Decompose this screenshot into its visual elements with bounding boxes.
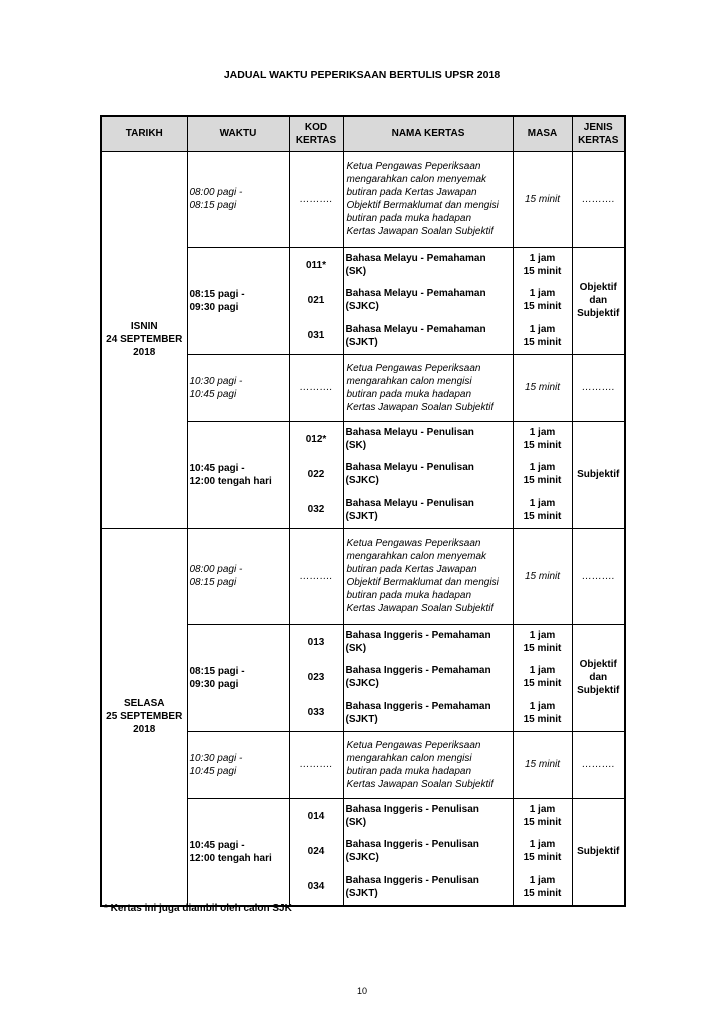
jenis-line: Objektif [579,659,617,670]
paper-subject: Bahasa Melayu - Pemahaman [345,288,486,300]
time-cell [187,731,289,798]
kod-cell: ………. [289,354,343,421]
paper-school-type: (SJKC) [345,852,379,864]
paper-code: 024 [307,845,325,857]
jenis-line: Subjektif [577,685,620,696]
paper-school-type: (SK) [345,817,367,829]
jenis-cell: ………. [572,354,625,421]
date-cell [101,151,187,528]
instruction-cell [343,528,513,624]
paper-duration [514,838,572,864]
masa-cell [513,798,572,906]
paper-name [344,803,513,829]
instruction-line: mengarahkan calon menyemak [346,174,487,185]
nama-cell [343,247,513,354]
instruction-cell [343,354,513,421]
page-number: 10 [356,986,367,996]
paper-duration [514,497,572,523]
time-cell [187,798,289,906]
time-cell [187,247,289,354]
paper-duration [514,874,572,900]
duration-hours: 1 jam [529,630,556,642]
date-cell [101,528,187,906]
paper-code: 012* [305,433,327,445]
duration-minutes: 15 minit [523,713,562,725]
date-date: 24 SEPTEMBER [106,334,183,345]
paper-school-type: (SK) [345,266,367,278]
time-cell [187,421,289,528]
duration-minutes: 15 minit [523,510,562,522]
paper-duration [514,629,572,655]
kod-cell: ………. [289,528,343,624]
instruction-line: Ketua Pengawas Peperiksaan [346,739,481,751]
duration-minutes: 15 minit [523,475,562,487]
time-start: 08:15 pagi - [189,665,245,677]
paper-school-type: (SJKT) [345,887,378,899]
paper-name [344,287,513,313]
time-start: 10:30 pagi - [189,375,243,387]
date-date: 25 SEPTEMBER [106,711,183,722]
time-end: 09:30 pagi [189,678,239,690]
jenis-cell: ………. [572,528,625,624]
paper-code: 021 [307,294,325,306]
jenis-cell [572,247,625,354]
instruction-line: mengarahkan calon mengisi [346,752,472,764]
time-end: 08:15 pagi [189,200,237,211]
date-year: 2018 [133,347,156,358]
duration-minutes: 15 minit [523,852,562,864]
header-jenis-kertas [572,116,625,151]
paper-subject: Bahasa Inggeris - Pemahaman [345,665,491,677]
paper-code: 013 [307,636,325,648]
header-masa: MASA [513,116,572,151]
duration-minutes: 15 minit [523,266,562,278]
paper-code: 011* [305,259,327,271]
instruction-cell [343,731,513,798]
time-cell [187,354,289,421]
duration-hours: 1 jam [529,665,556,677]
time-start: 10:45 pagi - [189,462,245,474]
time-start: 10:30 pagi - [189,752,243,764]
instruction-line: Ketua Pengawas Peperiksaan [346,161,481,172]
duration-hours: 1 jam [529,462,556,474]
jenis-cell: Subjektif [572,421,625,528]
paper-name [344,664,513,690]
instruction-line: butiran pada Kertas Jawapan [346,564,477,575]
time-end: 10:45 pagi [189,765,237,777]
paper-duration [514,700,572,726]
paper-name [344,874,513,900]
header-jenis-line2: KERTAS [578,134,619,146]
paper-name [344,426,513,452]
paper-school-type: (SJKT) [345,510,378,522]
duration-hours: 1 jam [529,427,556,439]
nama-cell [343,624,513,731]
masa-cell [513,421,572,528]
time-start: 08:15 pagi - [189,288,245,300]
paper-school-type: (SK) [345,440,367,452]
paper-duration [514,664,572,690]
jenis-line: Objektif [579,282,617,293]
masa-cell: 15 minit [513,354,572,421]
time-cell [187,151,289,247]
time-end: 10:45 pagi [189,388,237,400]
paper-name [344,323,513,349]
paper-subject: Bahasa Inggeris - Penulisan [345,874,479,886]
instruction-cell [343,151,513,247]
header-tarikh: TARIKH [101,116,187,151]
paper-code: 014 [307,810,325,822]
masa-cell [513,247,572,354]
paper-code: 023 [307,671,325,683]
table-row [101,151,625,247]
time-end: 09:30 pagi [189,301,239,313]
duration-minutes: 15 minit [523,643,562,655]
header-nama-kertas: NAMA KERTAS [343,116,513,151]
date-day: SELASA [123,698,165,709]
jenis-cell [572,624,625,731]
paper-name [344,838,513,864]
jenis-line: dan [589,295,608,306]
kod-cell [289,247,343,354]
paper-name [344,497,513,523]
instruction-line: Kertas Jawapan Soalan Subjektif [346,603,494,614]
paper-name [344,252,513,278]
paper-code: 033 [307,707,325,719]
instruction-line: butiran pada Kertas Jawapan [346,187,477,198]
paper-school-type: (SJKC) [345,301,379,313]
time-cell [187,624,289,731]
instruction-line: butiran pada muka hadapan [346,765,472,777]
duration-hours: 1 jam [529,700,556,712]
duration-minutes: 15 minit [523,440,562,452]
duration-hours: 1 jam [529,323,556,335]
time-end: 12:00 tengah hari [189,475,272,487]
instruction-line: mengarahkan calon menyemak [346,551,487,562]
duration-hours: 1 jam [529,874,556,886]
paper-school-type: (SJKC) [345,678,379,690]
time-cell [187,528,289,624]
paper-duration [514,426,572,452]
duration-minutes: 15 minit [523,887,562,899]
header-kod-line1: KOD [304,121,328,133]
paper-duration [514,803,572,829]
time-start: 08:00 pagi - [189,564,243,575]
masa-cell: 15 minit [513,151,572,247]
instruction-line: Objektif Bermaklumat dan mengisi [346,200,499,211]
jenis-line: Subjektif [577,308,620,319]
paper-subject: Bahasa Inggeris - Penulisan [345,839,479,851]
paper-name [344,629,513,655]
duration-minutes: 15 minit [523,301,562,313]
kod-cell: ………. [289,731,343,798]
instruction-line: Ketua Pengawas Peperiksaan [346,362,481,374]
paper-subject: Bahasa Inggeris - Pemahaman [345,700,491,712]
paper-subject: Bahasa Melayu - Pemahaman [345,253,486,265]
masa-cell: 15 minit [513,528,572,624]
time-end: 12:00 tengah hari [189,852,272,864]
paper-subject: Bahasa Melayu - Penulisan [345,427,474,439]
jenis-cell: Subjektif [572,798,625,906]
time-start: 08:00 pagi - [189,187,243,198]
header-kod-kertas [289,116,343,151]
paper-duration [514,461,572,487]
duration-hours: 1 jam [529,288,556,300]
jenis-line: dan [589,672,608,683]
duration-hours: 1 jam [529,839,556,851]
masa-cell: 15 minit [513,731,572,798]
paper-subject: Bahasa Inggeris - Pemahaman [345,630,491,642]
date-year: 2018 [133,724,156,735]
paper-duration [514,323,572,349]
paper-name [344,461,513,487]
nama-cell [343,421,513,528]
paper-name [344,700,513,726]
duration-hours: 1 jam [529,253,556,265]
instruction-line: Kertas Jawapan Soalan Subjektif [346,401,494,413]
paper-school-type: (SJKC) [345,475,379,487]
paper-code: 022 [307,468,325,480]
duration-minutes: 15 minit [523,678,562,690]
paper-code: 032 [307,504,325,516]
paper-duration [514,252,572,278]
header-waktu: WAKTU [187,116,289,151]
paper-school-type: (SK) [345,643,367,655]
jenis-cell: ………. [572,731,625,798]
instruction-line: butiran pada muka hadapan [346,388,472,400]
kod-cell [289,798,343,906]
instruction-line: butiran pada muka hadapan [346,590,472,601]
header-kod-line2: KERTAS [295,134,337,146]
paper-subject: Bahasa Melayu - Pemahaman [345,323,486,335]
paper-school-type: (SJKT) [345,336,378,348]
duration-minutes: 15 minit [523,817,562,829]
paper-code: 034 [307,881,325,893]
instruction-line: Kertas Jawapan Soalan Subjektif [346,778,494,790]
duration-minutes: 15 minit [523,336,562,348]
duration-hours: 1 jam [529,804,556,816]
footnote: * Kertas ini juga diambil oleh calon SJK [104,903,292,914]
time-end: 08:15 pagi [189,577,237,588]
header-jenis-line1: JENIS [583,121,613,133]
paper-duration [514,287,572,313]
paper-subject: Bahasa Inggeris - Penulisan [345,804,479,816]
kod-cell: ………. [289,151,343,247]
exam-timetable [100,115,626,907]
jenis-cell: ………. [572,151,625,247]
kod-cell [289,421,343,528]
paper-subject: Bahasa Melayu - Penulisan [345,497,474,509]
instruction-line: Objektif Bermaklumat dan mengisi [346,577,499,588]
masa-cell [513,624,572,731]
paper-school-type: (SJKT) [345,713,378,725]
duration-hours: 1 jam [529,497,556,509]
time-start: 10:45 pagi - [189,839,245,851]
instruction-line: mengarahkan calon mengisi [346,375,472,387]
paper-code: 031 [307,330,325,342]
paper-subject: Bahasa Melayu - Penulisan [345,462,474,474]
instruction-line: butiran pada muka hadapan [346,213,472,224]
kod-cell [289,624,343,731]
instruction-line: Ketua Pengawas Peperiksaan [346,538,481,549]
instruction-line: Kertas Jawapan Soalan Subjektif [346,226,494,237]
nama-cell [343,798,513,906]
page-title: JADUAL WAKTU PEPERIKSAAN BERTULIS UPSR 2018 [223,69,501,81]
table-row [101,528,625,624]
date-day: ISNIN [130,321,158,332]
